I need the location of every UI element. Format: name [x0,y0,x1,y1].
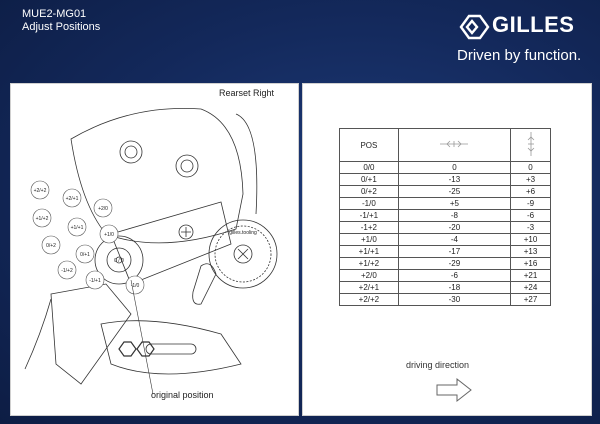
position-table [339,128,551,306]
header-pos: POS [340,129,399,162]
cell-horizontal-offset: -4 [398,234,510,246]
position-label: 0/+1 [80,252,90,258]
bracket-outline [71,108,243,243]
table-row [340,294,551,306]
cell-vertical-offset: +16 [511,258,551,270]
cell-vertical-offset: +6 [511,186,551,198]
cell-vertical-offset: +24 [511,282,551,294]
gear-engraving: gilles.tooling [229,230,257,236]
diagram-title: Rearset Right [219,88,275,98]
header-vertical-icon [511,129,551,162]
cell-position: +1/+2 [340,258,399,270]
position-label: +2/+2 [33,188,47,194]
table-row [340,234,551,246]
model-code: MUE2-MG01 [22,8,87,20]
cell-horizontal-offset: 0 [398,162,510,174]
cell-position: +1/+1 [340,246,399,258]
cell-vertical-offset: -3 [511,222,551,234]
caption-leader-line [131,280,153,394]
cell-position: +1/0 [340,234,399,246]
rearset-drawing [11,84,298,415]
cell-vertical-offset: +3 [511,174,551,186]
position-label: 0/+2 [46,243,56,249]
brand-tagline: Driven by function. [457,47,582,64]
position-label: -1/+1 [89,278,101,284]
pedal-body [51,284,131,384]
position-label: +1/0 [104,232,114,238]
diagram-panel [10,83,299,416]
cell-position: -1+2 [340,222,399,234]
cell-vertical-offset: +21 [511,270,551,282]
cell-horizontal-offset: -6 [398,270,510,282]
header [22,8,100,34]
table-row [340,174,551,186]
table-row [340,210,551,222]
cell-vertical-offset: -9 [511,198,551,210]
cell-position: -1/+1 [340,210,399,222]
table-row [340,198,551,210]
direction-arrow-icon [435,376,475,404]
cell-horizontal-offset: -30 [398,294,510,306]
table-row [340,186,551,198]
position-label: -1/+2 [61,268,73,274]
hub-label: 0 / 0 [114,258,124,264]
driving-direction-label: driving direction [406,360,470,370]
linkage-arm [111,202,231,284]
position-label: +1/+1 [70,225,84,231]
cell-vertical-offset: +10 [511,234,551,246]
header-horizontal-icon [398,129,510,162]
table-row [340,222,551,234]
cell-vertical-offset: 0 [511,162,551,174]
cell-horizontal-offset: -25 [398,186,510,198]
cell-position: +2/+1 [340,282,399,294]
lower-lever [101,321,241,374]
table-header-row [340,129,551,162]
cell-position: +2/0 [340,270,399,282]
cell-horizontal-offset: -29 [398,258,510,270]
cell-position: 0/0 [340,162,399,174]
table-row [340,162,551,174]
cell-position: 0/+2 [340,186,399,198]
position-label: -1/0 [130,283,140,289]
cell-vertical-offset: +13 [511,246,551,258]
cell-position: 0/+1 [340,174,399,186]
table-panel [302,83,592,416]
cell-vertical-offset: +27 [511,294,551,306]
cell-horizontal-offset: -8 [398,210,510,222]
cell-vertical-offset: -6 [511,210,551,222]
page-subtitle: Adjust Positions [22,21,101,33]
table-row [340,282,551,294]
position-label: +2/0 [98,206,108,212]
table-row [340,270,551,282]
cell-position: -1/0 [340,198,399,210]
bracket-screw-left [120,141,142,163]
cell-horizontal-offset: +5 [398,198,510,210]
cell-horizontal-offset: -13 [398,174,510,186]
cell-horizontal-offset: -20 [398,222,510,234]
original-position-caption: original position [151,390,214,400]
position-label: +1/+2 [35,216,49,222]
bracket-edge [236,114,257,214]
cell-position: +2/+2 [340,294,399,306]
cell-horizontal-offset: -17 [398,246,510,258]
cell-horizontal-offset: -18 [398,282,510,294]
table-row [340,246,551,258]
brand-name: GILLES [492,12,575,37]
bracket-screw-right [176,155,198,177]
table-row [340,258,551,270]
position-label: +2/+1 [65,196,79,202]
